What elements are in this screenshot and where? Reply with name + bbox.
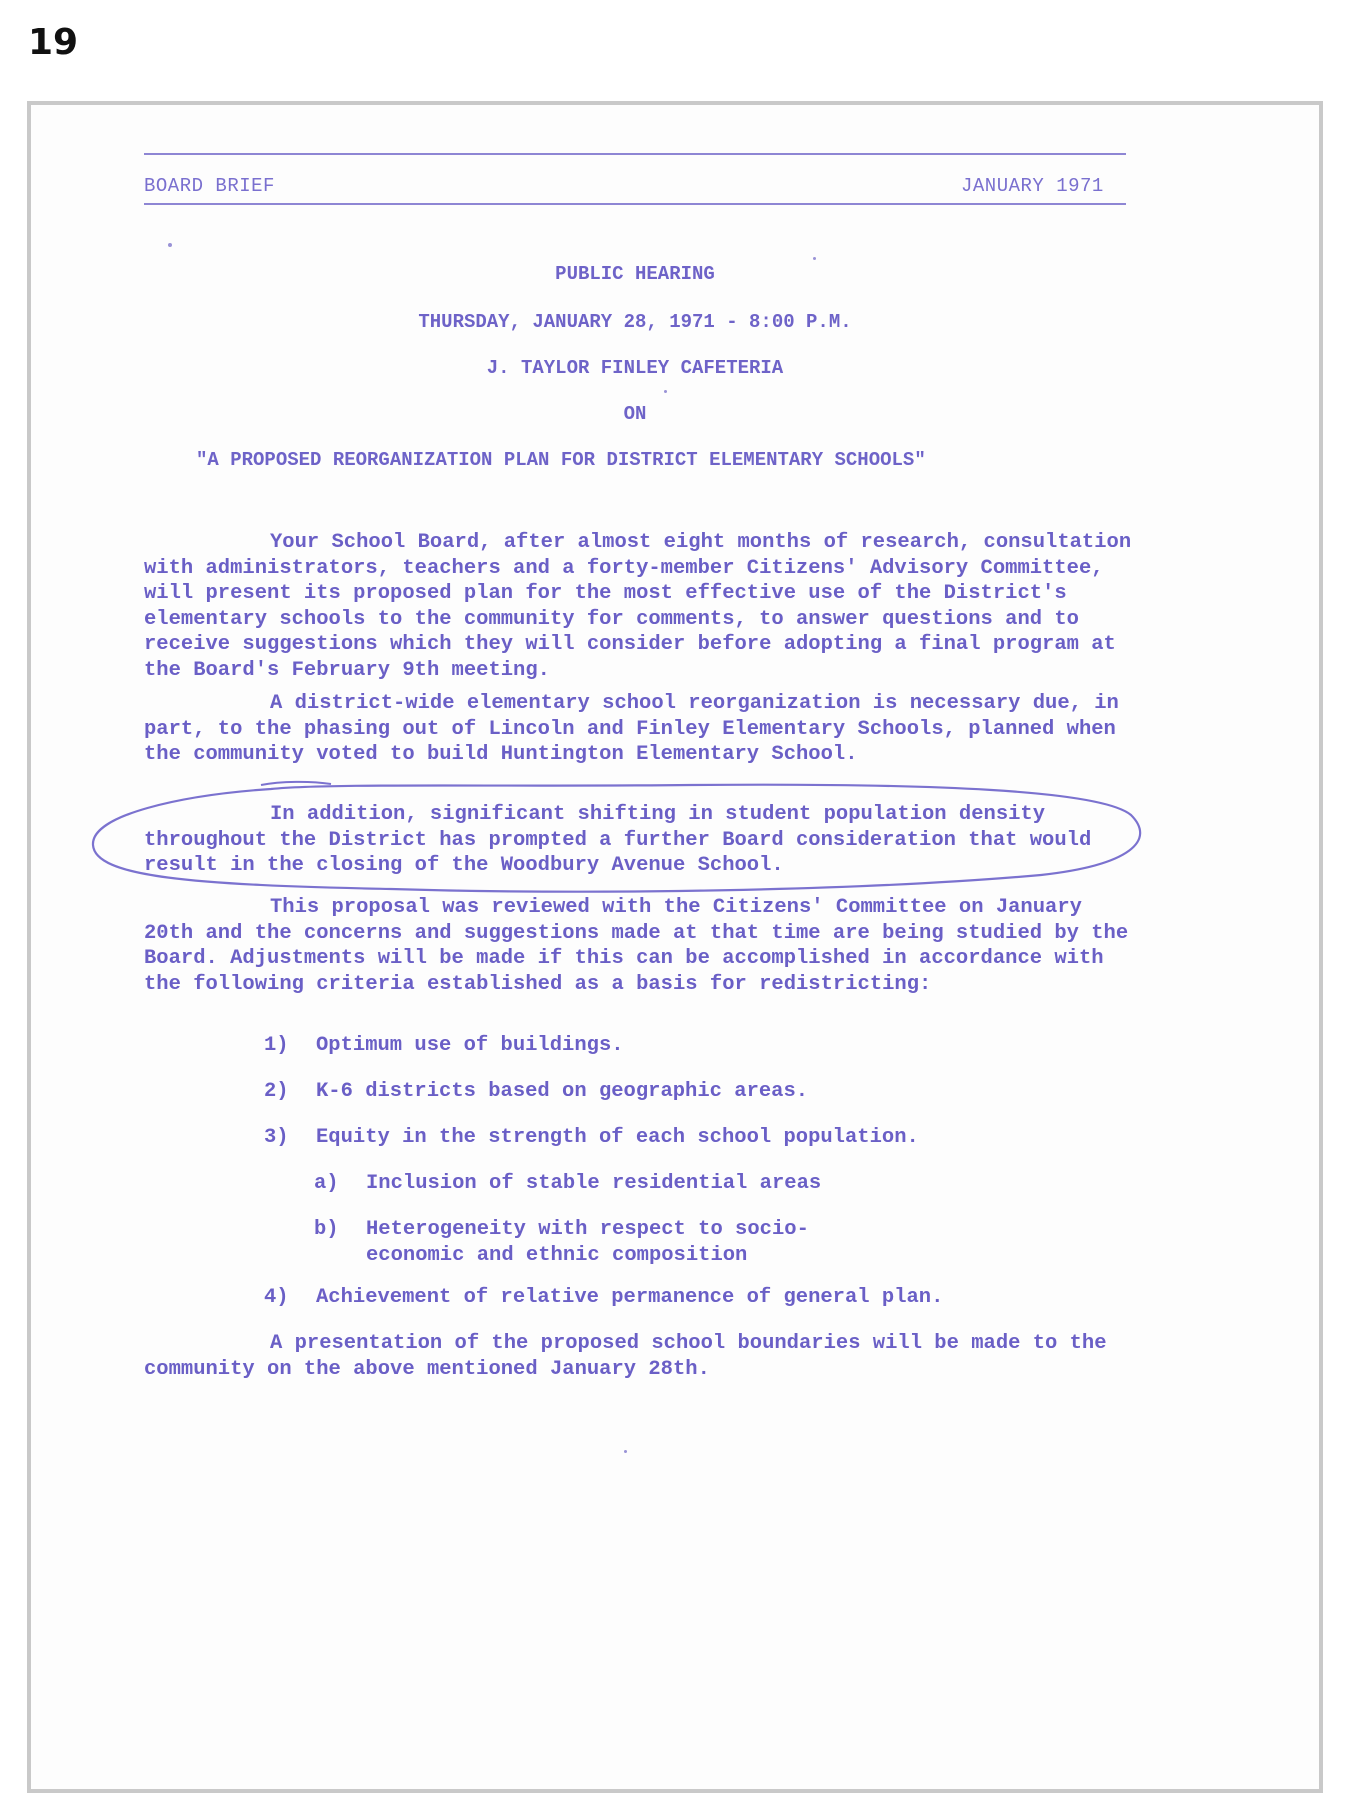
criteria-item-2-num: 2) <box>264 1080 289 1103</box>
ink-speck <box>664 390 667 393</box>
criteria-item-3a <box>314 1171 821 1197</box>
page-number: 19 <box>28 22 79 63</box>
paragraph-review <box>144 895 1141 997</box>
criteria-item-3a-num: a) <box>314 1172 339 1195</box>
criteria-item-4 <box>264 1285 943 1311</box>
paragraph-woodbury-text: In addition, significant shifting in student population density throughout the District has prompted a further Board consideration that would result in the closing of the Woodbury Avenue School. <box>144 803 1104 877</box>
header-left-label: BOARD BRIEF <box>144 175 275 197</box>
criteria-item-3a-text: Inclusion of stable residential areas <box>366 1172 822 1195</box>
criteria-item-3-num: 3) <box>264 1126 289 1149</box>
title-plan-name: "A PROPOSED REORGANIZATION PLAN FOR DISTRICT ELEMENTARY SCHOOLS" <box>196 449 926 471</box>
ink-speck <box>168 243 172 247</box>
criteria-item-1-text: Optimum use of buildings. <box>316 1034 624 1057</box>
criteria-item-3b-num: b) <box>314 1218 339 1241</box>
criteria-item-3b-text: Heterogeneity with respect to socio-economic and ethnic composition <box>366 1218 809 1267</box>
criteria-item-3-text: Equity in the strength of each school population. <box>316 1126 919 1149</box>
board-brief-document <box>31 105 1319 1789</box>
paragraph-review-text: This proposal was reviewed with the Citizens' Committee on January 20th and the concerns and suggestions made at that time are being studied by the Board. Adjustments will be made if this can be accomplished in accordance with the following criteria established as a basis for redistricting: <box>144 896 1141 996</box>
ink-speck <box>624 1450 627 1453</box>
criteria-item-1 <box>264 1033 624 1059</box>
header-date: JANUARY 1971 <box>961 175 1104 197</box>
criteria-item-4-num: 4) <box>264 1286 289 1309</box>
paragraph-reorganization-text: A district-wide elementary school reorganization is necessary due, in part, to the phasing out of Lincoln and Finley Elementary Schools, planned when the community voted to build Huntington Elementary School. <box>144 692 1132 766</box>
criteria-item-3b <box>314 1217 906 1268</box>
title-public-hearing: PUBLIC HEARING <box>555 263 715 285</box>
title-date-time: THURSDAY, JANUARY 28, 1971 - 8:00 P.M. <box>418 311 852 333</box>
criteria-item-2-text: K-6 districts based on geographic areas. <box>316 1080 809 1103</box>
document-frame <box>27 101 1323 1793</box>
criteria-item-1-num: 1) <box>264 1034 289 1057</box>
criteria-item-2 <box>264 1079 808 1105</box>
paragraph-presentation <box>144 1331 1134 1382</box>
paragraph-presentation-text: A presentation of the proposed school boundaries will be made to the community on the above mentioned January 28th. <box>144 1332 1119 1381</box>
ink-speck <box>813 257 816 260</box>
paragraph-intro-text: Your School Board, after almost eight months of research, consultation with administrators, teachers and a forty-member Citizens' Advisory Committee, will present its proposed plan for the most effective use of the District's elementary schools to the community for comments, to answer questions and to receive suggestions which they will consider before adopting a final program at the Board's February 9th meeting. <box>144 531 1144 682</box>
criteria-item-4-text: Achievement of relative permanence of general plan. <box>316 1286 944 1309</box>
title-on: ON <box>623 403 647 425</box>
title-location: J. TAYLOR FINLEY CAFETERIA <box>486 357 784 379</box>
criteria-item-3 <box>264 1125 919 1151</box>
